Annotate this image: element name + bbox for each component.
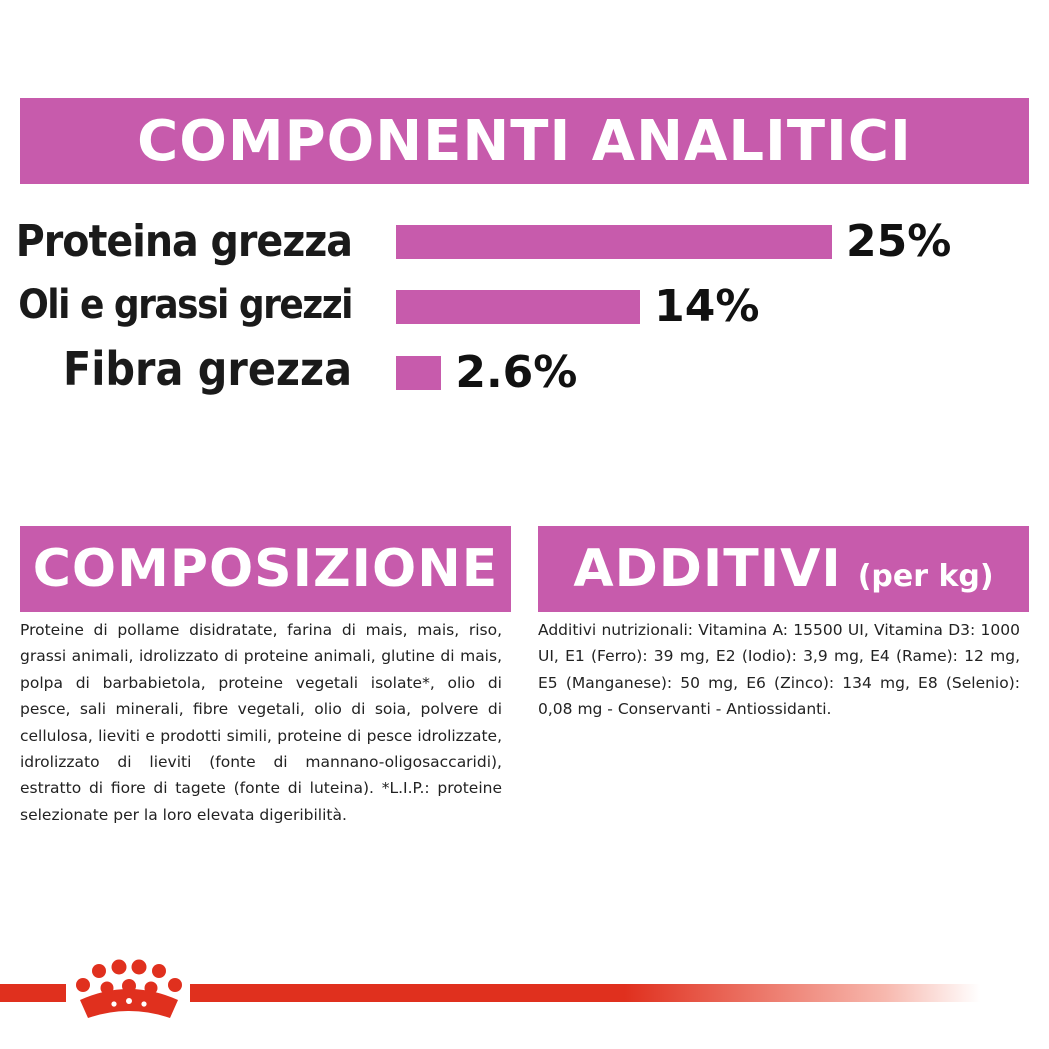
analitici-banner [20, 98, 1029, 184]
composizione-title: COMPOSIZIONE [32, 539, 499, 599]
royal-canin-crown-icon [70, 958, 188, 1028]
row-label-proteina: Proteina grezza [15, 216, 352, 267]
bar-fibra [396, 356, 441, 390]
additivi-banner [538, 526, 1029, 612]
value-fibra: 2.6% [455, 347, 578, 398]
bar-grassi [396, 290, 640, 324]
additivi-text: Additivi nutrizionali: Vitamina A: 15500 UI, Vitamina D3: 1000 UI, E1 (Ferro): 39 mg, E2 (Iodio): 3,9 mg, E4 (Rame): 12 mg, E5 (Manganese): 50 mg, E6 (Zinco): 134 mg, E8 (Selenio): 0,08 mg - Conservanti - Antiossidanti. [538, 621, 1020, 719]
row-label-grassi: Oli e grassi grezzi [18, 282, 352, 328]
composizione-text: Proteine di pollame disidratate, farina di mais, mais, riso, grassi animali, idrolizzato di proteine animali, glutine di mais, polpa di barbabietola, proteine vegetali isolate*, olio di pesce, sali minerali, fibre vegetali, olio di soia, polvere di cellulosa, lieviti e prodotti simili, proteine di pesce idrolizzate, idrolizzato di lieviti (fonte di mannano-oligosaccaridi), estratto di fiore di tagete (fonte di luteina). *L.I.P.: proteine selezionate per la loro elevata digeribilità. [20, 621, 502, 824]
value-grassi: 14% [654, 281, 760, 332]
footer-line-left [0, 984, 66, 1002]
additivi-title: ADDITIVI [573, 539, 842, 599]
composizione-banner [20, 526, 511, 612]
footer-line-right [190, 984, 980, 1002]
analitici-title: COMPONENTI ANALITICI [137, 108, 912, 174]
additivi-subtitle: (per kg) [857, 558, 994, 594]
value-proteina: 25% [846, 216, 952, 267]
bar-proteina [396, 225, 832, 259]
row-label-fibra: Fibra grezza [62, 342, 352, 396]
